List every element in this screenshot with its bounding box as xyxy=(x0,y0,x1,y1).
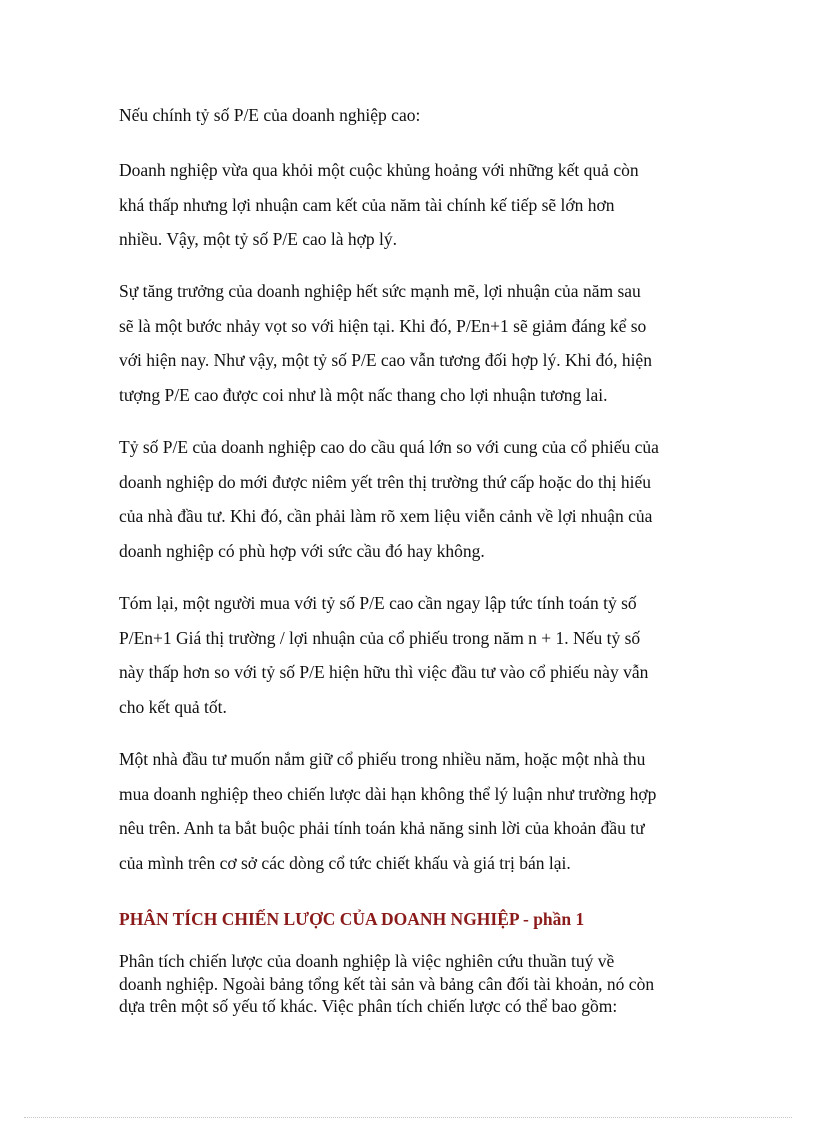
text-line: Doanh nghiệp vừa qua khỏi một cuộc khủng hoảng với những kết quả còn xyxy=(119,160,639,180)
paragraph-5 xyxy=(119,742,709,880)
text-line: này thấp hơn so với tỷ số P/E hiện hữu thì việc đầu tư vào cổ phiếu này vẫn xyxy=(119,662,649,682)
intro-line xyxy=(119,98,709,133)
section-heading: PHÂN TÍCH CHIẾN LƯỢC CỦA DOANH NGHIỆP - phần 1 xyxy=(119,909,585,929)
text-line: Một nhà đầu tư muốn nắm giữ cổ phiếu trong nhiều năm, hoặc một nhà thu xyxy=(119,749,646,769)
text-line: dựa trên một số yếu tố khác. Việc phân tích chiến lược có thể bao gồm: xyxy=(119,996,618,1016)
text-line: Nếu chính tỷ số P/E của doanh nghiệp cao: xyxy=(119,105,421,125)
text-line: doanh nghiệp do mới được niêm yết trên thị trường thứ cấp hoặc do thị hiếu xyxy=(119,471,652,492)
text-line: nhiều. Vậy, một tỷ số P/E cao là hợp lý. xyxy=(119,229,398,249)
text-line: Tỷ số P/E của doanh nghiệp cao do cầu quá lớn so với cung của cổ phiếu của xyxy=(119,437,659,457)
text-line: doanh nghiệp. Ngoài bảng tổng kết tài sản và bảng cân đối tài khoản, nó còn xyxy=(119,973,655,994)
paragraph-final xyxy=(119,950,709,1018)
paragraph-3 xyxy=(119,430,709,568)
text-line: của mình trên cơ sở các dòng cổ tức chiết khấu và giá trị bán lại. xyxy=(119,852,571,873)
paragraph-4 xyxy=(119,586,709,724)
text-line: của nhà đầu tư. Khi đó, cần phải làm rõ xem liệu viễn cảnh về lợi nhuận của xyxy=(119,506,653,526)
text-line: sẽ là một bước nhảy vọt so với hiện tại. Khi đó, P/En+1 sẽ giảm đáng kể so xyxy=(119,315,647,336)
text-line: khá thấp nhưng lợi nhuận cam kết của năm tài chính kế tiếp sẽ lớn hơn xyxy=(119,194,615,215)
text-line: doanh nghiệp có phù hợp với sức cầu đó hay không. xyxy=(119,540,485,561)
text-line: Phân tích chiến lược của doanh nghiệp là việc nghiên cứu thuần tuý về xyxy=(119,951,615,971)
text-line: P/En+1 Giá thị trường / lợi nhuận của cổ phiếu trong năm n + 1. Nếu tỷ số xyxy=(119,627,641,648)
text-line: nêu trên. Anh ta bắt buộc phải tính toán khả năng sinh lời của khoản đầu tư xyxy=(119,818,645,838)
text-line: tượng P/E cao được coi như là một nấc thang cho lợi nhuận tương lai. xyxy=(119,384,608,405)
text-line: Sự tăng trưởng của doanh nghiệp hết sức mạnh mẽ, lợi nhuận của năm sau xyxy=(119,281,641,301)
paragraph-2 xyxy=(119,274,709,412)
text-line: mua doanh nghiệp theo chiến lược dài hạn không thể lý luận như trường hợp xyxy=(119,783,657,804)
paragraph-1 xyxy=(119,153,709,257)
text-line: Tóm lại, một người mua với tỷ số P/E cao cần ngay lập tức tính toán tỷ số xyxy=(119,593,637,613)
page-bottom-rule xyxy=(24,1117,792,1118)
text-line: với hiện nay. Như vậy, một tỷ số P/E cao vẫn tương đối hợp lý. Khi đó, hiện xyxy=(119,350,652,370)
text-line: cho kết quả tốt. xyxy=(119,696,227,717)
